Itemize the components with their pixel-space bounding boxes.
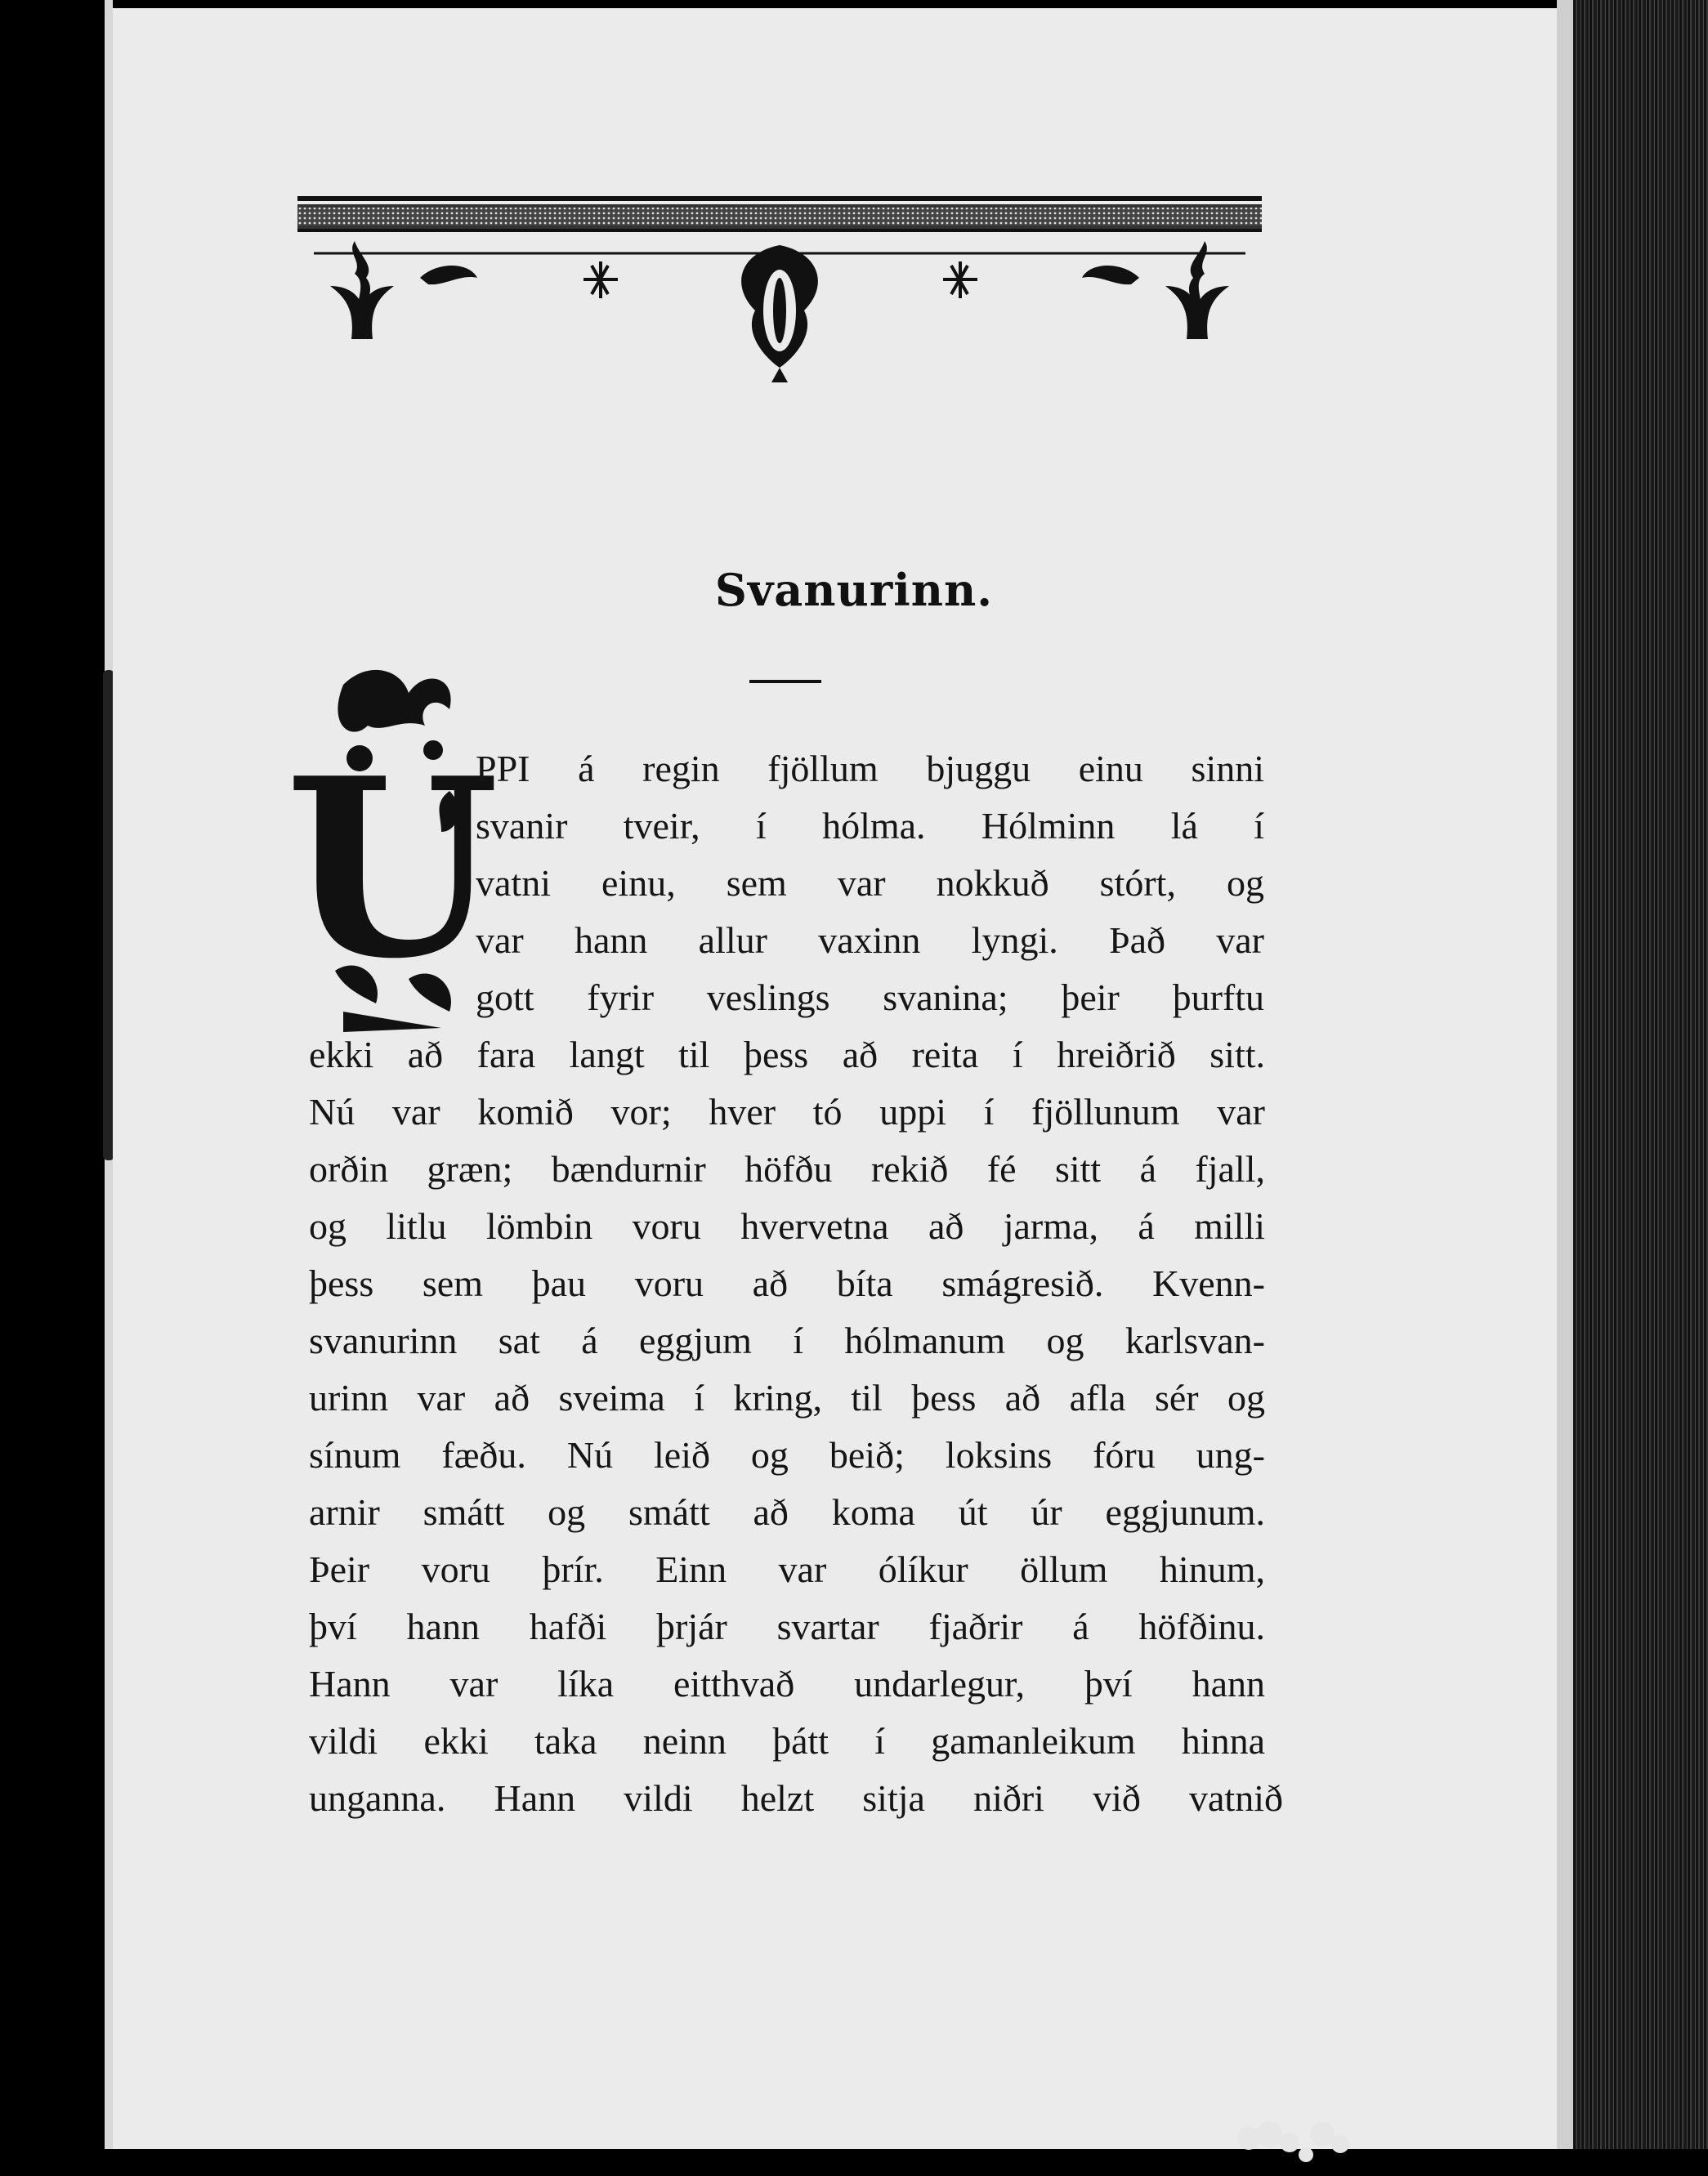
text-line: sínum fæðu. Nú leið og beið; loksins fóru ung- (309, 1434, 1265, 1476)
text-line: Hann var líka eitthvað undarlegur, því hann (309, 1663, 1265, 1705)
text-line: var hann allur vaxinn lyngi. Það var (476, 919, 1264, 961)
chapter-title: Svanurinn. (714, 564, 994, 616)
bottom-margin-dark (0, 2149, 1708, 2176)
text-line: unganna. Hann vildi helzt sitja niðri við vatnið (309, 1777, 1283, 1819)
ornamental-headpiece (297, 196, 1262, 384)
text-line: urinn var að sveima í kring, til þess að afla sér og (309, 1377, 1265, 1419)
text-line: vildi ekki taka neinn þátt í gamanleikum hinna (309, 1720, 1265, 1762)
text-line: gott fyrir veslings svanina; þeir þurftu (476, 976, 1264, 1018)
text-line: arnir smátt og smátt að koma út úr eggjunum. (309, 1491, 1265, 1533)
text-line: því hann hafði þrjár svartar fjaðrir á höfðinu. (309, 1606, 1265, 1647)
text-line: Nú var komið vor; hver tó uppi í fjöllunum var (309, 1091, 1265, 1133)
dropcap-letter: U (285, 724, 499, 1012)
title-divider (749, 680, 821, 683)
text-line: svanir tveir, í hólma. Hólminn lá í (476, 805, 1264, 847)
text-line: orðin græn; bændurnir höfðu rekið fé sitt á fjall, (309, 1148, 1265, 1190)
text-line: þess sem þau voru að bíta smágresið. Kvenn- (309, 1262, 1265, 1304)
text-line: ekki að fara langt til þess að reita í hreiðrið sitt. (309, 1034, 1265, 1075)
page-right-edge (1557, 0, 1573, 2176)
decorated-initial (285, 660, 499, 1036)
left-margin-dark (0, 0, 113, 2176)
text-line: PPI á regin fjöllum bjuggu einu sinni (476, 748, 1264, 789)
text-line: Þeir voru þrír. Einn var ólíkur öllum hinum, (309, 1548, 1265, 1590)
text-line: vatni einu, sem var nokkuð stórt, og (476, 862, 1264, 904)
text-line: og litlu lömbin voru hvervetna að jarma, á milli (309, 1205, 1265, 1247)
book-edge-pages (1557, 0, 1708, 2176)
scan-artifact (1232, 2110, 1355, 2167)
text-line: svanurinn sat á eggjum í hólmanum og karlsvan- (309, 1320, 1265, 1361)
